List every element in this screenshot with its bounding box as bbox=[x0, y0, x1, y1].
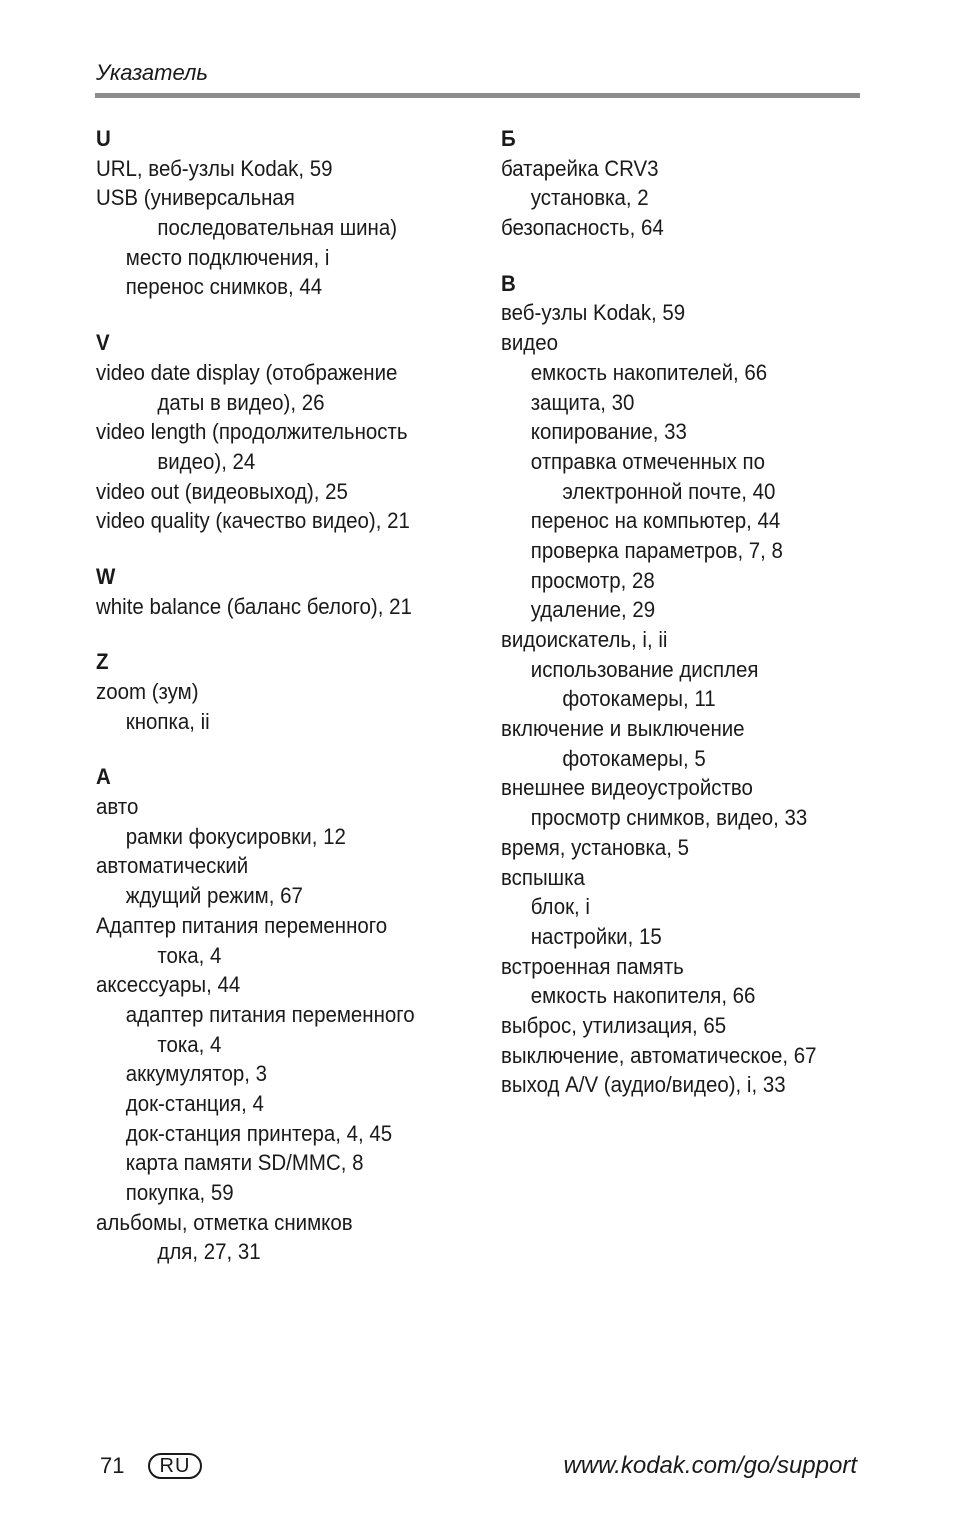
section-gap bbox=[96, 536, 496, 562]
index-subentry: рамки фокусировки, 12 bbox=[125, 823, 346, 849]
index-entry: video quality (качество видео), 21 bbox=[96, 508, 410, 534]
index-subentry: электронной почте, 40 bbox=[562, 478, 776, 504]
index-entry: URL, веб-узлы Kodak, 59 bbox=[96, 155, 333, 181]
index-subentry: емкость накопителя, 66 bbox=[530, 983, 756, 1009]
support-url: www.kodak.com/go/support bbox=[563, 1452, 857, 1479]
index-entry: выключение, автоматическое, 67 bbox=[501, 1042, 817, 1068]
index-subentry: адаптер питания переменного bbox=[125, 1001, 415, 1027]
section-letter: В bbox=[501, 270, 516, 296]
index-entry: альбомы, отметка снимков bbox=[96, 1209, 353, 1235]
index-subentry: видео), 24 bbox=[157, 448, 256, 474]
index-subentry: карта памяти SD/MMC, 8 bbox=[125, 1150, 364, 1176]
index-entry: веб-узлы Kodak, 59 bbox=[501, 300, 686, 326]
index-entry: авто bbox=[96, 794, 139, 820]
index-entry: безопасность, 64 bbox=[501, 215, 664, 241]
index-subentry: использование дисплея bbox=[530, 656, 759, 682]
index-subentry: емкость накопителей, 66 bbox=[530, 359, 768, 385]
language-badge: RU bbox=[148, 1453, 202, 1479]
index-entry: выброс, утилизация, 65 bbox=[501, 1012, 727, 1038]
section-gap bbox=[96, 302, 496, 328]
header-rule bbox=[95, 93, 860, 98]
index-entry: выход A/V (аудио/видео), i, 33 bbox=[501, 1072, 786, 1098]
index-entry: видоискатель, i, ii bbox=[501, 627, 668, 652]
page-number: 71 bbox=[100, 1453, 125, 1478]
index-entry: внешнее видеоустройство bbox=[501, 775, 753, 801]
index-entry: время, установка, 5 bbox=[501, 834, 689, 860]
index-subentry: проверка параметров, 7, 8 bbox=[530, 537, 783, 563]
index-subentry: настройки, 15 bbox=[530, 923, 662, 949]
index-column-right bbox=[501, 124, 901, 1100]
index-entry: video length (продолжительность bbox=[96, 419, 408, 445]
index-entry: батарейка CRV3 bbox=[501, 155, 659, 181]
index-entry: video date display (отображение bbox=[96, 359, 398, 385]
index-subentry: для, 27, 31 bbox=[157, 1239, 261, 1265]
index-subentry: даты в видео), 26 bbox=[157, 389, 325, 415]
index-entry: video out (видеовыход), 25 bbox=[96, 478, 348, 504]
index-subentry: защита, 30 bbox=[530, 389, 635, 415]
index-subentry: последовательная шина) bbox=[157, 215, 398, 241]
index-subentry: покупка, 59 bbox=[125, 1180, 234, 1205]
section-letter: Б bbox=[501, 126, 516, 151]
index-subentry: перенос снимков, 44 bbox=[125, 274, 323, 300]
index-subentry: фотокамеры, 11 bbox=[562, 686, 716, 712]
index-subentry: удаление, 29 bbox=[530, 597, 656, 623]
index-entry: включение и выключение bbox=[501, 716, 745, 742]
section-letter: V bbox=[96, 330, 110, 356]
index-subentry: док-станция, 4 bbox=[125, 1090, 264, 1116]
index-subentry: ждущий режим, 67 bbox=[125, 883, 303, 909]
section-gap bbox=[501, 243, 901, 269]
index-subentry: установка, 2 bbox=[530, 185, 649, 211]
index-subentry: тока, 4 bbox=[157, 1031, 222, 1057]
index-entry: zoom (зум) bbox=[96, 679, 199, 704]
index-column-left bbox=[96, 124, 496, 1267]
index-subentry: аккумулятор, 3 bbox=[125, 1061, 268, 1087]
index-entry: вспышка bbox=[501, 864, 585, 890]
index-entry: встроенная память bbox=[501, 953, 684, 979]
index-subentry: копирование, 33 bbox=[530, 419, 687, 445]
index-subentry: просмотр, 28 bbox=[530, 567, 655, 593]
section-gap bbox=[96, 736, 496, 762]
index-subentry: просмотр снимков, видео, 33 bbox=[530, 805, 808, 831]
index-entry: USB (универсальная bbox=[96, 185, 295, 211]
section-letter: W bbox=[96, 563, 116, 589]
index-subentry: тока, 4 bbox=[157, 942, 222, 968]
page-header-title: Указатель bbox=[96, 60, 208, 85]
section-letter: U bbox=[96, 126, 111, 151]
index-subentry: перенос на компьютер, 44 bbox=[530, 508, 781, 534]
section-letter: Z bbox=[96, 649, 109, 675]
index-subentry: блок, i bbox=[530, 894, 590, 920]
index-entry: видео bbox=[501, 330, 559, 356]
index-entry: white balance (баланс белого), 21 bbox=[96, 593, 412, 619]
index-subentry: отправка отмеченных по bbox=[530, 448, 766, 474]
section-letter: A bbox=[96, 764, 111, 790]
index-subentry: фотокамеры, 5 bbox=[562, 745, 706, 771]
index-subentry: кнопка, ii bbox=[125, 708, 210, 734]
index-subentry: место подключения, i bbox=[125, 244, 330, 270]
index-entry: аксессуары, 44 bbox=[96, 972, 241, 998]
index-entry: Адаптер питания переменного bbox=[96, 912, 388, 938]
index-entry: автоматический bbox=[96, 853, 249, 879]
section-gap bbox=[96, 621, 496, 647]
index-subentry: док-станция принтера, 4, 45 bbox=[125, 1120, 393, 1146]
